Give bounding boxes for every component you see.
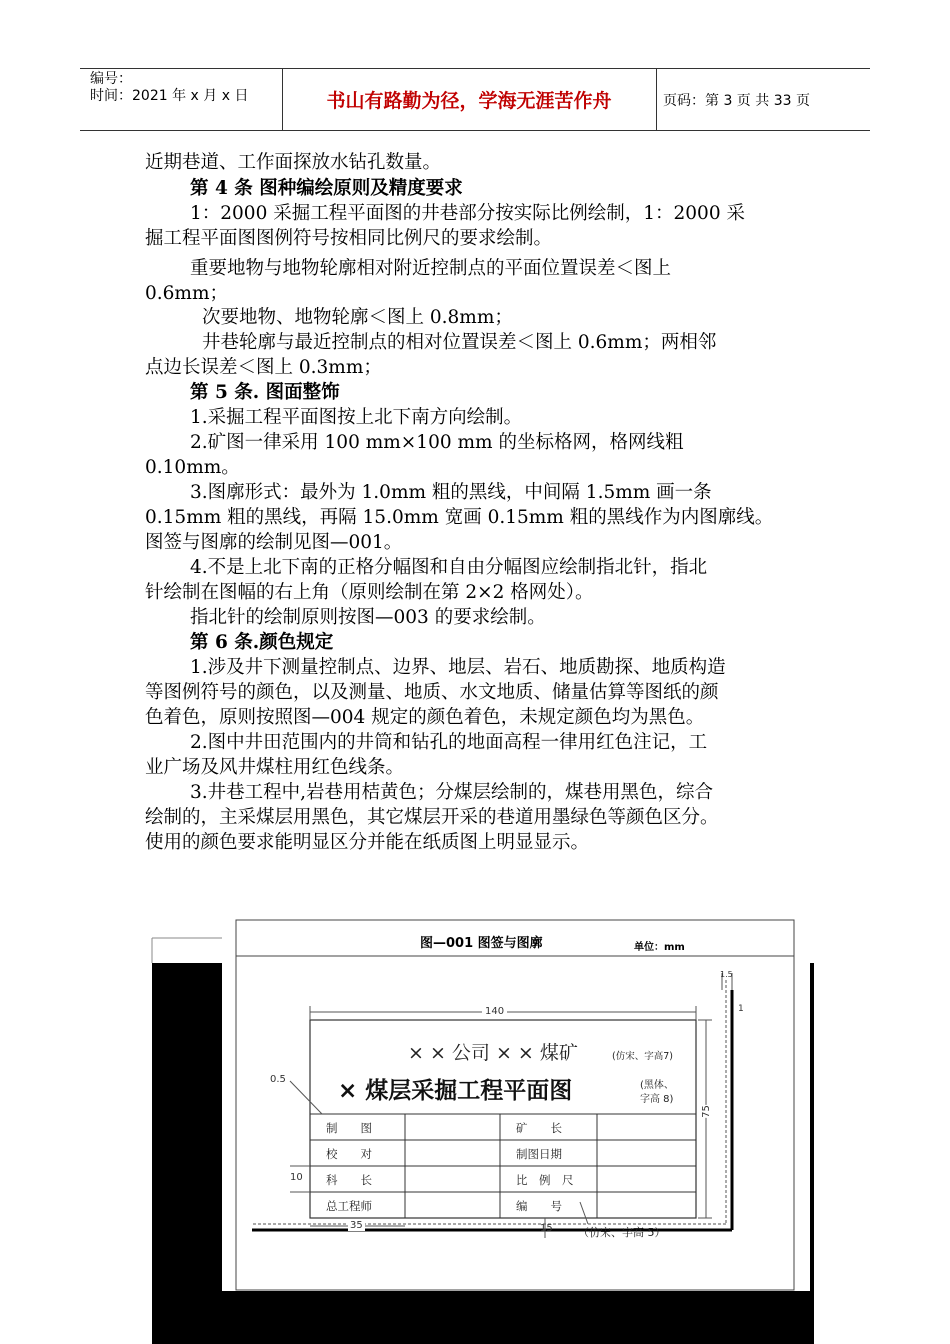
label-mine-director: 矿 长 <box>516 1121 562 1135</box>
header-divider <box>656 69 657 130</box>
label-checker: 校 对 <box>326 1147 372 1161</box>
document-date: 时间：2021 年 x 月 x 日 <box>90 88 249 104</box>
figure-drawing <box>150 918 814 1344</box>
section-4-heading: 第 4 条 图种编绘原则及精度要求 <box>190 178 463 199</box>
dim-75: 75 <box>700 1105 712 1118</box>
page-header <box>80 68 870 131</box>
paragraph-line: 业广场及风井煤柱用红色线条。 <box>145 757 405 778</box>
paragraph-line: 2.图中井田范围内的井筒和钻孔的地面高程一律用红色注记，工 <box>190 732 708 753</box>
paragraph-line: 近期巷道、工作面探放水钻孔数量。 <box>145 152 442 173</box>
paragraph-line: 针绘制在图幅的右上角（原则绘制在第 2×2 格网处）。 <box>145 582 594 603</box>
paragraph-line: 重要地物与地物轮廓相对附近控制点的平面位置误差＜图上 <box>190 258 672 279</box>
paragraph-line: 1：2000 采掘工程平面图的井巷部分按实际比例绘制，1：2000 采 <box>190 203 745 224</box>
dim-35: 35 <box>350 1220 363 1231</box>
label-chief-engineer: 总工程师 <box>326 1199 372 1213</box>
paragraph-line: 次要地物、地物轮廓＜图上 0.8mm； <box>202 307 513 328</box>
paragraph-line: 井巷轮廓与最近控制点的相对位置误差＜图上 0.6mm；两相邻 <box>202 332 717 353</box>
label-draw-date: 制图日期 <box>516 1147 562 1161</box>
paragraph-line: 1.采掘工程平面图按上北下南方向绘制。 <box>190 407 523 428</box>
paragraph-line: 3.图廓形式：最外为 1.0mm 粗的黑线，中间隔 1.5mm 画一条 <box>190 482 712 503</box>
dim-10: 10 <box>290 1172 303 1183</box>
paragraph-line: 指北针的绘制原则按图—003 的要求绘制。 <box>190 607 546 628</box>
page-number: 页码：第 3 页 共 33 页 <box>663 93 810 109</box>
footnote: （仿宋、字高 5） <box>578 1226 666 1239</box>
paragraph-line: 0.10mm。 <box>145 457 240 478</box>
label-number: 编 号 <box>516 1199 562 1213</box>
paragraph-line: 图签与图廓的绘制见图—001。 <box>145 532 403 553</box>
paragraph-line: 1.涉及井下测量控制点、边界、地层、岩石、地质勘探、地质构造 <box>190 657 726 678</box>
title-note-2: 字高 8) <box>640 1094 674 1105</box>
document-number: 编号： <box>90 71 132 87</box>
dim-15-bottom: 15 <box>540 1223 553 1234</box>
section-6-heading: 第 6 条.颜色规定 <box>190 632 334 653</box>
paragraph-line: 等图例符号的颜色，以及测量、地质、水文地质、储量估算等图纸的颜 <box>145 682 719 703</box>
header-motto: 书山有路勤为径，学海无涯苦作舟 <box>326 90 612 112</box>
label-scale: 比 例 尺 <box>516 1173 574 1187</box>
paragraph-line: 掘工程平面图图例符号按相同比例尺的要求绘制。 <box>145 228 553 249</box>
label-section-chief: 科 长 <box>326 1173 372 1187</box>
label-drafter: 制 图 <box>326 1121 372 1135</box>
paragraph-line: 点边长误差＜图上 0.3mm； <box>145 357 382 378</box>
paragraph-line: 色着色，原则按照图—004 规定的颜色着色，未规定颜色均为黑色。 <box>145 707 705 728</box>
paragraph-line: 绘制的，主采煤层用黑色，其它煤层开采的巷道用墨绿色等颜色区分。 <box>145 807 719 828</box>
title-note-1: (黑体、 <box>640 1080 674 1091</box>
paragraph-line: 2.矿图一律采用 100 mm×100 mm 的坐标格网，格网线粗 <box>190 432 684 453</box>
drawing-title: × 煤层采掘工程平面图 <box>338 1078 573 1104</box>
paragraph-line: 3.井巷工程中,岩巷用桔黄色；分煤层绘制的，煤巷用黑色，综合 <box>190 782 714 803</box>
figure-title: 图—001 图签与图廓 <box>420 936 543 951</box>
dim-1-5-top: 1.5 <box>720 970 733 979</box>
dim-1: 1 <box>738 1004 744 1014</box>
paragraph-line: 0.15mm 粗的黑线，再隔 15.0mm 宽画 0.15mm 粗的黑线作为内图廓线。 <box>145 507 774 528</box>
paragraph-line: 0.6mm； <box>145 283 229 304</box>
company-note: (仿宋、字高7) <box>612 1051 673 1062</box>
section-5-heading: 第 5 条. 图面整饰 <box>190 382 340 403</box>
dim-140: 140 <box>482 1006 507 1017</box>
header-meta <box>90 71 248 105</box>
company-name: × × 公司 × × 煤矿 <box>408 1042 578 1064</box>
figure-unit: 单位：mm <box>634 942 685 953</box>
paragraph-line: 使用的颜色要求能明显区分并能在纸质图上明显显示。 <box>145 832 590 853</box>
paragraph-line: 4.不是上北下南的正格分幅图和自由分幅图应绘制指北针，指北 <box>190 557 708 578</box>
dim-0-5: 0.5 <box>270 1074 286 1085</box>
figure-001 <box>150 918 814 1344</box>
